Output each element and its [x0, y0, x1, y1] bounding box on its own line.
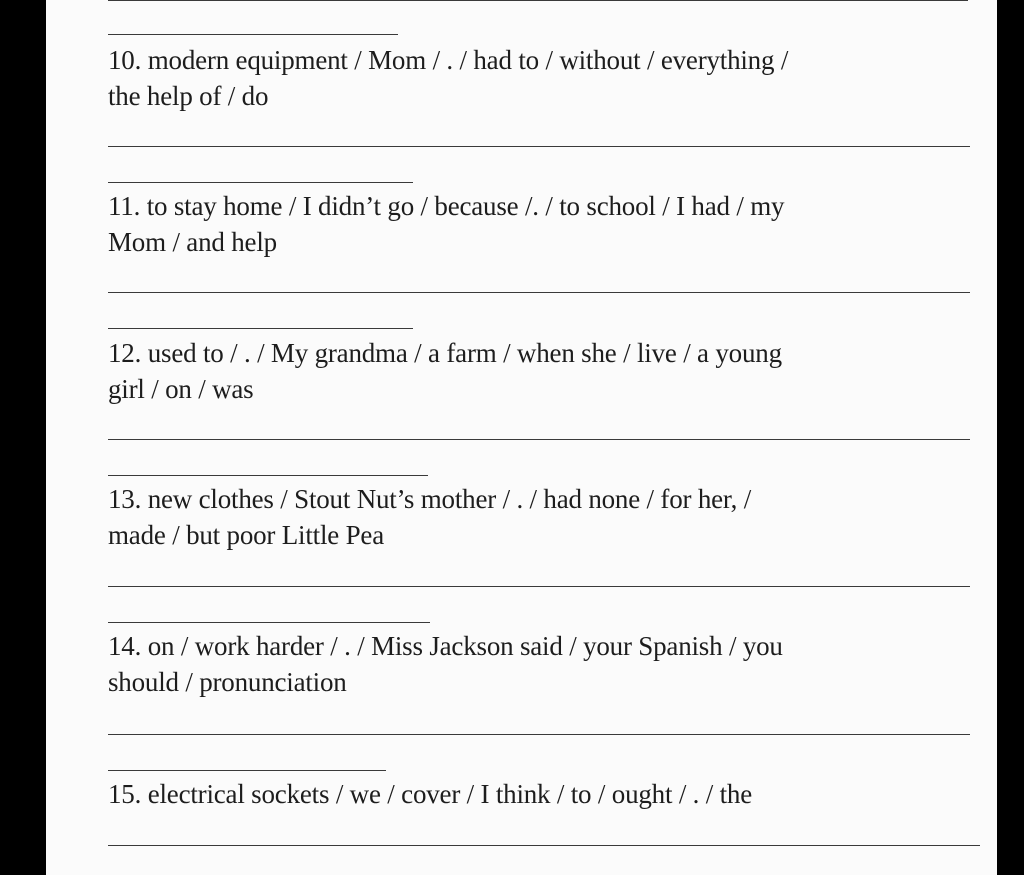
question-number: 13. [108, 484, 142, 514]
question-number: 12. [108, 338, 142, 368]
answer-line [108, 734, 970, 735]
question-number: 10. [108, 45, 142, 75]
question-words-line2: Mom / and help [108, 227, 277, 257]
question-10 [108, 42, 948, 114]
question-11 [108, 188, 948, 260]
answer-line-short [108, 622, 430, 623]
question-words-line2: should / pronunciation [108, 667, 347, 697]
worksheet-page [46, 0, 997, 875]
question-words-line1: electrical sockets / we / cover / I think / to / ought / . / the [147, 779, 753, 809]
question-13 [108, 481, 948, 553]
answer-line [108, 845, 980, 846]
question-number: 11. [108, 191, 141, 221]
question-words-line1: modern equipment / Mom / . / had to / without / everything / [147, 45, 789, 75]
answer-line-short [108, 475, 428, 476]
answer-line-short [108, 34, 398, 35]
question-words-line1: on / work harder / . / Miss Jackson said / your Spanish / you [147, 631, 783, 661]
answer-line-short [108, 328, 413, 329]
answer-line-short [108, 182, 413, 183]
question-words-line2: girl / on / was [108, 374, 254, 404]
question-14 [108, 628, 948, 700]
question-15 [108, 776, 948, 812]
answer-line-short [108, 770, 386, 771]
question-12 [108, 335, 948, 407]
answer-line [108, 292, 970, 293]
answer-line [108, 146, 970, 147]
answer-line [108, 439, 970, 440]
question-words-line2: made / but poor Little Pea [108, 520, 384, 550]
answer-line [108, 586, 970, 587]
question-words-line1: to stay home / I didn’t go / because /. / to school / I had / my [146, 191, 785, 221]
question-words-line1: new clothes / Stout Nut’s mother / . / had none / for her, / [147, 484, 752, 514]
question-number: 15. [108, 779, 142, 809]
question-words-line1: used to / . / My grandma / a farm / when she / live / a young [147, 338, 782, 368]
question-number: 14. [108, 631, 142, 661]
question-words-line2: the help of / do [108, 81, 269, 111]
answer-line [108, 0, 968, 1]
